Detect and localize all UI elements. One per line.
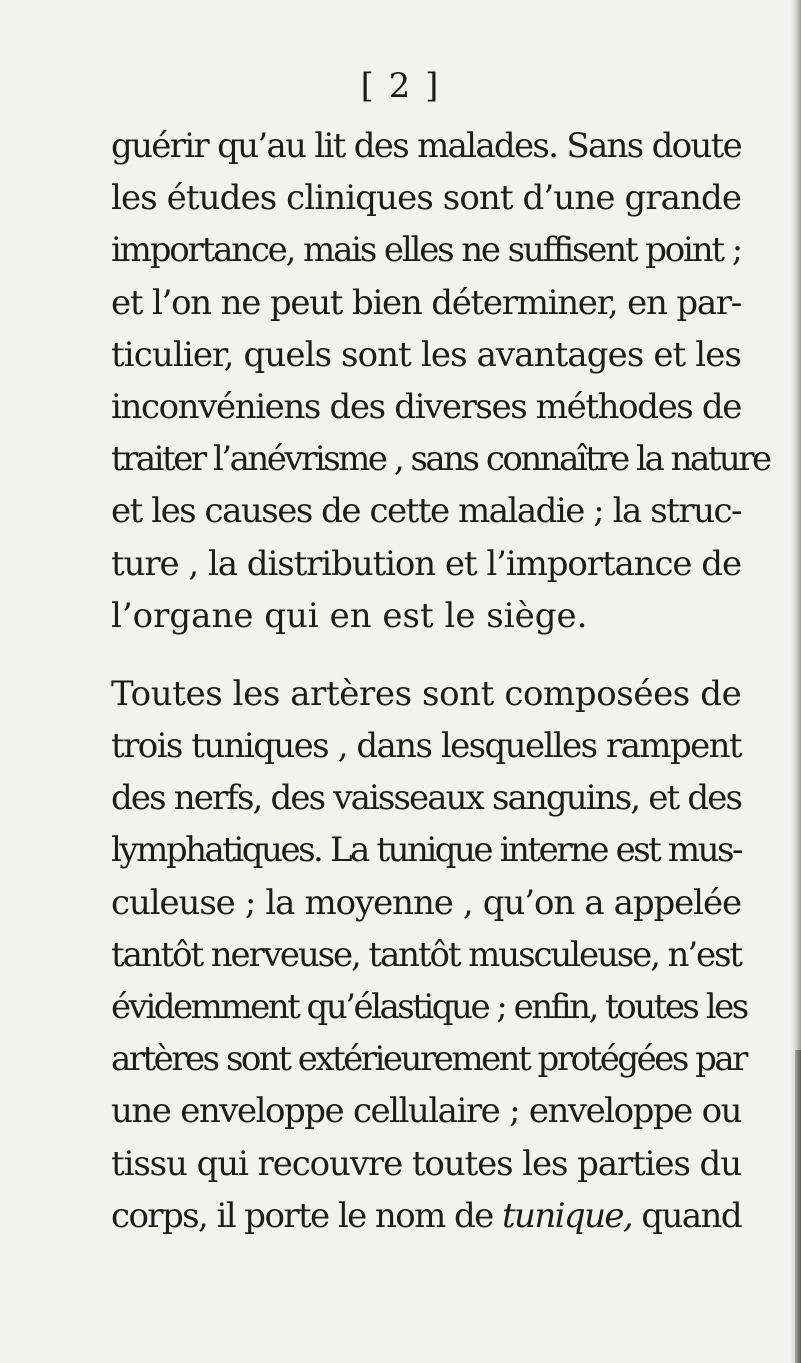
text-run: quand bbox=[632, 1195, 741, 1236]
text-line: Toutes les artères sont composées de bbox=[111, 673, 742, 714]
text-line: une enveloppe cellulaire ; enveloppe ou bbox=[111, 1091, 741, 1132]
page-number: [ 2 ] bbox=[360, 66, 441, 106]
text-line: importance, mais elles ne suffisent point ; bbox=[111, 230, 741, 271]
text-line: ture , la distribution et l’importance de bbox=[111, 543, 741, 584]
text-line: l’organe qui en est le siège. bbox=[111, 595, 588, 636]
paragraph-2 bbox=[111, 672, 747, 1246]
text-line: guérir qu’au lit des malades. Sans doute bbox=[111, 126, 742, 166]
text-line: des nerfs, des vaisseaux sanguins, et des bbox=[111, 778, 741, 819]
italic-term: tunique, bbox=[501, 1195, 633, 1236]
text-line: traiter l’anévrisme , sans connaître la nature bbox=[111, 439, 770, 480]
text-line: tantôt nerveuse, tantôt musculeuse, n’est bbox=[111, 934, 741, 975]
text-line: et l’on ne peut bien déterminer, en par- bbox=[111, 282, 741, 323]
text-line: tissu qui recouvre toutes les parties du bbox=[111, 1143, 741, 1184]
text-line-final bbox=[111, 1194, 741, 1246]
text-run: corps, il porte le nom de bbox=[111, 1195, 502, 1236]
text-line: lymphatiques. La tunique interne est mus- bbox=[111, 830, 741, 871]
text-line: et les causes de cette maladie ; la struc- bbox=[111, 491, 741, 532]
page-edge-dark bbox=[795, 1050, 801, 1363]
text-line: ticulier, quels sont les avantages et les bbox=[111, 334, 741, 375]
page-body bbox=[111, 124, 770, 1246]
text-line: inconvéniens des diverses méthodes de bbox=[111, 386, 741, 427]
text-line: les études cliniques sont d’une grande bbox=[111, 178, 742, 219]
text-line: évidemment qu’élastique ; enfin, toutes les bbox=[111, 987, 747, 1027]
paragraph-1 bbox=[111, 124, 770, 646]
paragraph-spacer bbox=[111, 646, 741, 672]
text-line: trois tuniques , dans lesquelles rampent bbox=[111, 726, 741, 767]
text-line: artères sont extérieurement protégées par bbox=[111, 1039, 746, 1080]
text-line: culeuse ; la moyenne , qu’on a appelée bbox=[111, 882, 741, 923]
